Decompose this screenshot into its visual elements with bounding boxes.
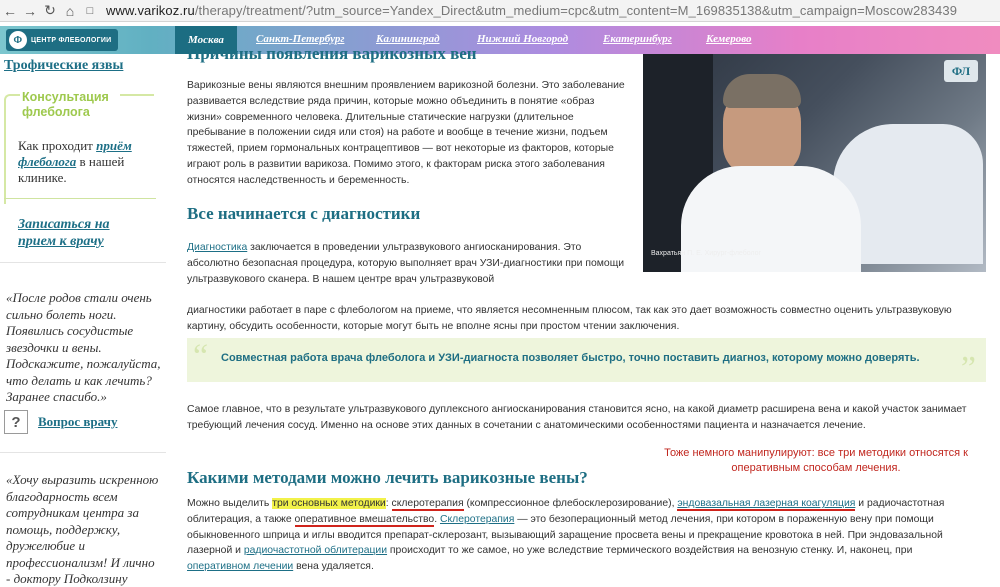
trophic-ulcers-link[interactable]: Трофические язвы xyxy=(4,58,124,73)
sclerotherapy-underlined: склеротерапия xyxy=(391,498,464,509)
methods-text-e: . xyxy=(434,513,440,525)
diagnostics-paragraph-part2: диагностики работает в паре с флебологом на приеме, что является несомненным плюсом, так как это дает возможность совместно оценить ультразвуковую картину, обсудить особенности, которые могут быть не вполне ясны при простом чтении заключения. xyxy=(187,305,952,332)
logo-text: ЦЕНТР ФЛЕБОЛОГИИ xyxy=(31,36,112,44)
signup-link[interactable]: Записаться на прием к врачу xyxy=(18,217,110,249)
consultation-text-pre: Как проходит xyxy=(18,138,97,153)
section-heading-methods: Какими методами можно лечить варикозные вены? xyxy=(187,468,588,487)
highlight-quote xyxy=(187,338,986,387)
close-quote-icon: ” xyxy=(960,350,976,387)
methods-text-h: вена удаляется. xyxy=(293,561,374,573)
consultation-title: Консультация флеболога xyxy=(20,90,120,120)
ask-doctor-link[interactable]: Вопрос врачу xyxy=(38,414,118,429)
methods-paragraph xyxy=(187,496,977,575)
surgery-underlined: оперативное вмешательство xyxy=(294,513,435,525)
section-heading-diagnostics: Все начинается с диагностики xyxy=(187,204,421,223)
section-heading-causes: Причины появления варикозных вен xyxy=(187,44,477,63)
methods-text-a: Можно выделить xyxy=(187,498,273,509)
patient-quote: «После родов стали очень сильно болеть ноги. Появились сосудистые звездочки и вены. Подскажите, пожалуйста, что делать и как лечить? Заранее спасибо.» xyxy=(6,290,161,404)
consultation-link[interactable]: приём флеболога xyxy=(18,138,132,169)
consultation-text-post: в нашей клинике. xyxy=(18,154,125,185)
methods-text-f: — это безоперационный метод лечения, при котором в пораженную вену при помощи обыкновенного шприца и иглы вводится препарат-склерозант, вызывающий заращение просвета вены и прекращение кровотока в ней. При эндовазальной лазерной и xyxy=(187,513,943,557)
diagnostics-text: заключается в проведении ультразвукового ангиосканирования. Это абсолютно безопасная процедура, которую выполняет врач УЗИ-диагностики при помощи ультразвукового сканера. В нашем центре врач ультразвуковой xyxy=(187,242,625,285)
highlighted-three-methods: три основных методики xyxy=(272,498,386,509)
city-tab-spb[interactable]: Санкт-Петербург xyxy=(256,33,345,45)
logo-mark-icon: Ф xyxy=(9,31,27,49)
gratitude-quote: «Хочу выразить искренною благодарность всем сотрудникам центра за помощь, поддержку, дружелюбие и профессионализм! И лично - доктору Подколзину xyxy=(6,472,159,586)
methods-text-c: (компрессионное флебосклерозирование), xyxy=(463,498,678,509)
city-tab-ekaterinburg[interactable]: Екатеринбург xyxy=(603,33,672,45)
home-icon[interactable]: ⌂ xyxy=(65,2,75,19)
city-tab-moscow[interactable]: Москва xyxy=(175,26,237,54)
city-tab-nnovgorod[interactable]: Нижний Новгород xyxy=(477,33,569,45)
city-tab-kemerovo[interactable]: Кемерово xyxy=(706,33,752,45)
photo-doctor-hair xyxy=(723,74,801,108)
result-paragraph: Самое главное, что в результате ультразвукового дуплексного ангиосканирования становится ясно, на какой диаметр расширена вена и какой участок занимает требующий лечения сосуд. Именно на основе этих данных в сочетании с анатомическими особенностями пациента и назначается лечение. xyxy=(187,404,967,431)
radiofrequency-link[interactable]: радиочастотной облитерации xyxy=(243,545,388,557)
laser-coagulation-link[interactable]: эндовазальная лазерная коагуляция xyxy=(677,498,856,509)
methods-text-d: и радиочастотная облитерация, а также xyxy=(187,498,945,525)
doctor-photo xyxy=(643,54,986,272)
methods-text-b: : xyxy=(385,498,392,509)
back-icon[interactable]: ← xyxy=(3,2,17,19)
methods-text-g: происходит то же самое, но уже вследствие термического воздействия на венозную стенку. И, наконец, при xyxy=(387,545,913,557)
divider xyxy=(4,198,156,199)
address-bar xyxy=(0,0,1000,22)
diagnostics-paragraph-part1 xyxy=(187,240,627,287)
divider xyxy=(0,262,166,263)
forward-icon[interactable]: → xyxy=(23,2,37,19)
url-host: www.varikoz.ru xyxy=(106,3,195,18)
reload-icon[interactable]: ↻ xyxy=(44,2,56,18)
causes-paragraph: Варикозные вены являются внешним проявлением варикозной болезни. Это заболевание развивается вследствие ряда причин, которые можно объединить в понятие «образ жизни» современного человека. Длительные статические нагрузки (длительное пребывание в положении сидя или стоя) на работе и вообще в течение жизни, подъем тяжестей, прием гормональных контрацептивов — вот некоторые из факторов, которые играют роль в развитии варикоза. Помимо этого, к факторам риска этого заболевания относятся наследственность и беременность. xyxy=(187,80,625,186)
sclerotherapy-link[interactable]: Склеротерапия xyxy=(439,513,515,525)
photo-clinic-badge: ФЛ xyxy=(944,60,978,82)
page-icon: □ xyxy=(86,4,94,17)
open-quote-icon: “ xyxy=(193,338,209,375)
divider xyxy=(0,452,166,453)
top-navigation xyxy=(0,26,1000,54)
city-tab-kaliningrad[interactable]: Калининград xyxy=(376,33,440,45)
site-logo[interactable] xyxy=(6,29,118,51)
url-path: /therapy/treatment/?utm_source=Yandex_Direct&utm_medium=cpc&utm_content=M_169835138&utm_campaign=Moscow283439 xyxy=(194,3,958,18)
diagnostics-link[interactable]: Диагностика xyxy=(187,242,248,253)
surgical-treatment-link[interactable]: оперативном лечении xyxy=(187,561,294,573)
question-icon: ? xyxy=(4,410,28,434)
consultation-box xyxy=(4,90,154,204)
photo-caption: Вахратьян П. Е. Хирург-флеболог xyxy=(651,250,762,257)
highlight-quote-text: Совместная работа врача флеболога и УЗИ-диагноста позволяет быстро, точно поставить диагноз, которому можно доверять. xyxy=(221,352,920,364)
annotation-note: Тоже немного манипулируют: все три методики относятся к оперативным способам лечения. xyxy=(664,447,968,474)
consultation-text xyxy=(18,138,152,186)
url-field[interactable] xyxy=(106,3,957,18)
sidebar xyxy=(0,54,166,587)
